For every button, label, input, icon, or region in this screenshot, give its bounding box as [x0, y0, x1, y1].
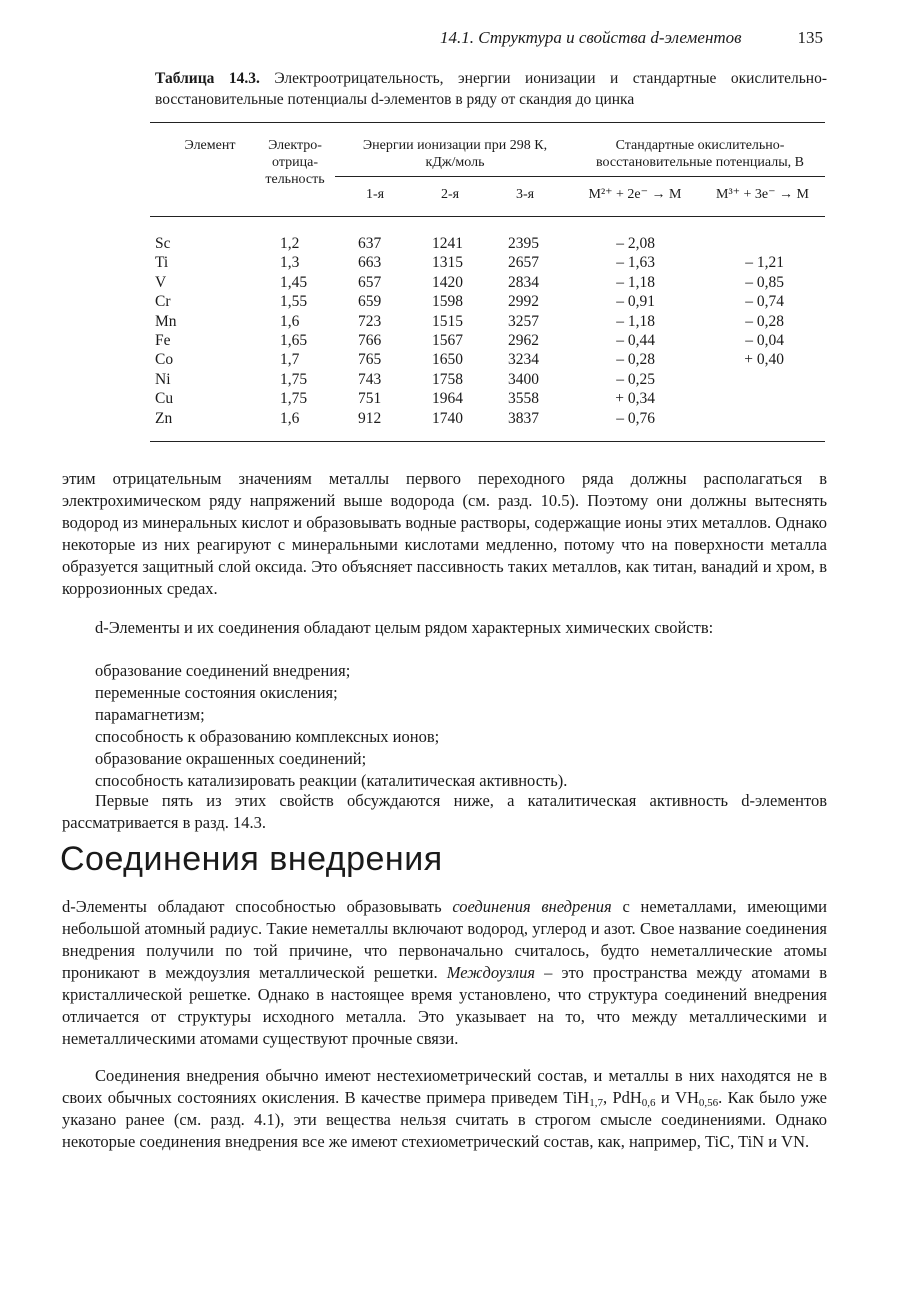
table-cell: Ti — [155, 254, 169, 272]
table-cell: 657 — [358, 273, 382, 291]
table-cell: – 0,28 — [745, 312, 784, 330]
table-cell: 1,6 — [280, 312, 300, 330]
table-cell: 1650 — [432, 351, 463, 369]
formula-vh-index: 0,56 — [698, 1097, 719, 1109]
paragraph-3: Первые пять из этих свойств обсуждаются ниже, а каталитическая активность d-элементов рассматривается в разд. 14.3. — [62, 791, 827, 832]
table-sub-rule — [335, 176, 825, 177]
table-label: Таблица 14.3. — [155, 70, 260, 87]
table-cell: 3558 — [508, 390, 539, 408]
table-cell: 1758 — [432, 370, 463, 388]
table-cell: 659 — [358, 293, 382, 311]
paragraph-1: этим отрицательным значениям металлы первого переходного ряда должны располагаться в электрохимическом ряду напряжений выше водорода (см. разд. 10.5). Поэтому они должны вытеснять водород из минеральных кислот и образовывать водные растворы, содержащие ионы этих металлов. Однако некоторые из них реагируют с минеральными кислотами медленно, потому что на поверхности металла образуется защитный слой оксида. Это объясняет пассивность таких металлов, как титан, ванадий и хром, в коррозионных средах. — [62, 469, 827, 598]
table-cell: Fe — [155, 331, 171, 349]
table-cell — [720, 234, 784, 253]
paragraph-5-part-a: Соединения внедрения обычно имеют нестехиометрический состав, и металлы в них находятся не в своих обычных состояниях окисления. В качестве примера приведем — [62, 1066, 827, 1107]
table-cell: – 0,25 — [616, 370, 655, 388]
paragraph-5 — [62, 1065, 827, 1153]
table-cell: 1740 — [432, 409, 463, 427]
table-cell: 912 — [358, 409, 382, 427]
header-ie3: 3-я — [515, 187, 535, 202]
paragraph-2: d-Элементы и их соединения обладают целым рядом характерных химических свойств: — [95, 618, 714, 637]
list-item: парамагнетизм; — [95, 705, 205, 724]
table-cell: 1598 — [432, 293, 463, 311]
paragraph-5-part-b: . Как было уже указано ранее (см. разд. 4.1), эти вещества нельзя считать в строгом смысле соединениями. Однако некоторые соединения внедрения все же имеют стехиометрический состав, как, например, TiC, TiN и VN. — [62, 1088, 827, 1151]
column-pot2 — [590, 234, 655, 428]
table-cell: 1,45 — [280, 273, 308, 291]
table-cell: 1964 — [432, 390, 463, 408]
table-cell: 3837 — [508, 409, 539, 427]
table-cell: 1515 — [432, 312, 463, 330]
formula-separator: и — [655, 1088, 676, 1107]
table-cell: V — [155, 273, 167, 291]
formula-vh: VH — [675, 1088, 699, 1107]
table-top-rule — [150, 122, 825, 123]
table-cell: 1,75 — [280, 390, 308, 408]
table-cell: Co — [155, 351, 174, 369]
table-cell: 2657 — [508, 254, 539, 272]
running-title: 14.1. Структура и свойства d-элементов — [440, 28, 742, 47]
section-title: Соединения внедрения — [60, 840, 443, 878]
header-element: Элемент — [184, 138, 236, 153]
table-cell — [720, 389, 784, 408]
table-cell: Mn — [155, 312, 177, 330]
table-cell: 1,75 — [280, 370, 308, 388]
header-ionization: Энергии ионизации при 298 К, кДж/моль — [362, 138, 548, 170]
table-cell: Sc — [155, 235, 171, 252]
table-cell: 1315 — [432, 254, 463, 272]
table-cell: + 0,40 — [744, 351, 784, 369]
table-cell: 3400 — [508, 370, 539, 388]
table-cell: 743 — [358, 370, 382, 388]
column-ie1 — [358, 234, 398, 428]
formula-separator: , — [602, 1088, 613, 1107]
table-cell: 663 — [358, 254, 382, 272]
table-cell: 766 — [358, 331, 382, 349]
column-pot3 — [720, 234, 784, 428]
formula-pdh-index: 0,6 — [641, 1097, 656, 1109]
list-item: переменные состояния окисления; — [95, 683, 338, 702]
table-cell: Ni — [155, 370, 171, 388]
table-cell: – 0,74 — [745, 293, 784, 311]
header-ie1: 1-я — [365, 187, 385, 202]
table-caption — [155, 68, 827, 110]
running-head — [440, 28, 825, 48]
table-cell: – 1,18 — [616, 273, 655, 291]
term-interstices: Междоузлия — [446, 963, 536, 982]
list-item: образование окрашенных соединений; — [95, 749, 367, 768]
table-cell: – 2,08 — [616, 235, 655, 252]
table-cell: – 0,04 — [745, 331, 784, 349]
column-electronegativity — [280, 234, 330, 428]
table-cell: – 0,85 — [745, 273, 784, 291]
table-cell: 1,6 — [280, 409, 300, 427]
header-ie2: 2-я — [440, 187, 460, 202]
formula-tih-index: 1,7 — [589, 1097, 603, 1109]
paragraph-4 — [62, 896, 827, 1050]
table-cell: 1241 — [432, 235, 463, 252]
table-cell: 751 — [358, 390, 382, 408]
table-cell: Zn — [155, 409, 173, 427]
table-cell: 1,55 — [280, 293, 308, 311]
table-cell: 1420 — [432, 273, 463, 291]
table-cell: 637 — [358, 235, 382, 252]
table-cell: – 1,18 — [616, 312, 655, 330]
table-cell: 2962 — [508, 331, 539, 349]
column-ie3 — [508, 234, 553, 428]
table-cell: 723 — [358, 312, 382, 330]
table-cell: – 1,21 — [745, 254, 784, 272]
table-cell: – 0,76 — [616, 409, 655, 427]
column-ie2 — [432, 234, 477, 428]
table-cell: 1,3 — [280, 254, 300, 272]
table-cell: – 0,91 — [616, 293, 655, 311]
table-cell — [720, 409, 784, 428]
table-cell: 1567 — [432, 331, 463, 349]
header-electronegativity: Электро- отрица- тельность — [265, 138, 325, 187]
table-cell: 1,7 — [280, 351, 300, 369]
table-cell: – 0,44 — [616, 331, 655, 349]
header-pot2: M²⁺ + 2e⁻ → M — [588, 187, 682, 202]
term-interstitial-compounds: соединения внедрения — [452, 897, 612, 916]
table-cell: 2992 — [508, 293, 539, 311]
paragraph-4-part-b: с неметаллами, имеющими небольшой атомный радиус. Такие неметаллы включают водород, углерод и азот. Свое название соединения внедрения получили по той причине, что первоначально считалось, будто неметаллические атомы проникают в междоузлия металлической решетки. — [62, 897, 827, 982]
table-caption-text: Электроотрицательность, энергии ионизации и стандартные окислительно-восстановительные потенциалы d-элементов в ряду от скандия до цинка — [155, 70, 828, 108]
table-cell: Cr — [155, 293, 171, 311]
table-cell: 2395 — [508, 235, 539, 252]
table-cell: + 0,34 — [615, 390, 655, 408]
formula-tih: TiH — [563, 1088, 590, 1107]
table-cell: 1,65 — [280, 331, 308, 349]
table-cell: 1,2 — [280, 235, 300, 252]
table-cell: 765 — [358, 351, 382, 369]
table-cell: – 1,63 — [616, 254, 655, 272]
list-item: способность к образованию комплексных ионов; — [95, 727, 440, 746]
page-number: 135 — [797, 28, 823, 47]
formula-pdh: PdH — [612, 1088, 642, 1107]
properties-list — [95, 660, 567, 792]
table-cell: 2834 — [508, 273, 539, 291]
list-item: способность катализировать реакции (каталитическая активность). — [95, 771, 568, 790]
table-header-rule — [150, 216, 825, 217]
table-cell: Cu — [155, 390, 174, 408]
table-cell: 3257 — [508, 312, 539, 330]
table-bottom-rule — [150, 441, 825, 442]
table-cell — [720, 370, 784, 389]
table-cell: – 0,28 — [616, 351, 655, 369]
paragraph-4-part-a: d-Элементы обладают способностью образовывать — [62, 897, 453, 916]
paragraph-4-part-c: – это пространства между атомами в кристаллической решетке. Однако в настоящее время установлено, что структура соединений внедрения отличается от структуры исходного металла. Это указывает на то, что между металлическими и неметаллическими атомами существуют прочные связи. — [62, 963, 827, 1048]
table-cell: 3234 — [508, 351, 539, 369]
header-potentials: Стандартные окислительно- восстановительные потенциалы, В — [596, 138, 804, 170]
list-item: образование соединений внедрения; — [95, 661, 351, 680]
column-element — [155, 234, 215, 428]
header-pot3: M³⁺ + 3e⁻ → M — [716, 187, 809, 202]
